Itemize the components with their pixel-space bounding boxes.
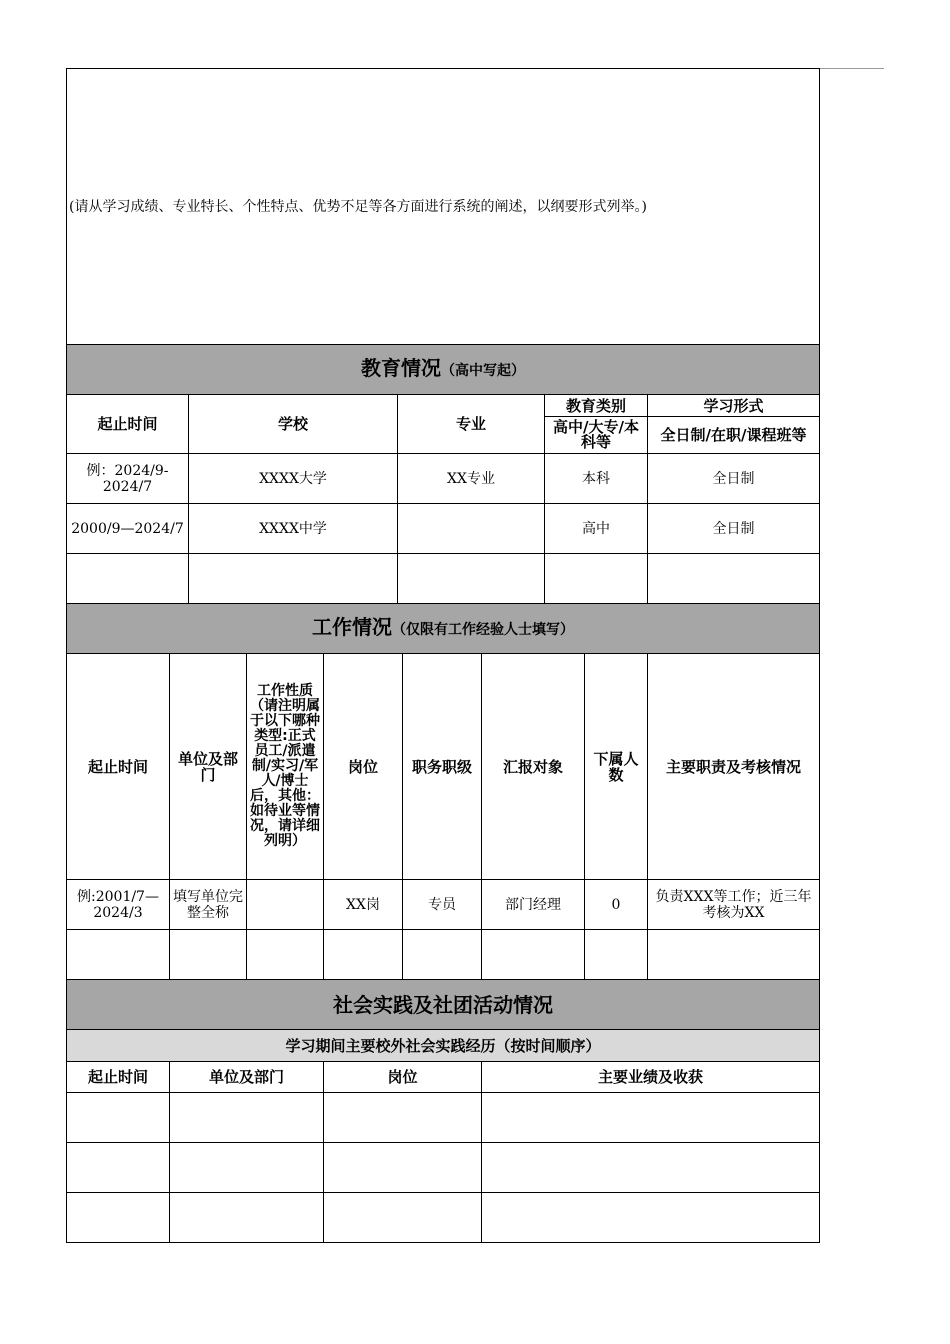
social-table	[66, 1061, 820, 1243]
social-header-unit: 单位及部门	[170, 1062, 324, 1093]
work-cell-duties[interactable]	[648, 930, 820, 980]
table-row	[67, 554, 820, 604]
social-cell-position[interactable]	[324, 1093, 482, 1143]
work-cell-duties[interactable]: 负责XXX等工作；近三年考核为XX	[648, 880, 820, 930]
work-header-report-to: 汇报对象	[482, 654, 585, 880]
table-row	[67, 1143, 820, 1193]
work-cell-unit[interactable]: 填写单位完整全称	[170, 880, 247, 930]
edu-cell-period[interactable]: 2000/9—2024/7	[67, 504, 189, 554]
edu-header-type-sub: 高中/大专/本科等	[545, 417, 648, 454]
social-header-achievements: 主要业绩及收获	[482, 1062, 820, 1093]
edu-header-mode-sub: 全日制/在职/课程班等	[648, 417, 820, 454]
social-cell-period[interactable]	[67, 1193, 170, 1243]
social-cell-period[interactable]	[67, 1143, 170, 1193]
edu-cell-mode[interactable]: 全日制	[648, 454, 820, 504]
form-table	[66, 68, 820, 395]
work-cell-grade[interactable]: 专员	[403, 880, 482, 930]
work-cell-position[interactable]	[324, 930, 403, 980]
edu-cell-period[interactable]	[67, 554, 189, 604]
work-header-position: 岗位	[324, 654, 403, 880]
work-cell-subordinates[interactable]	[585, 930, 648, 980]
work-note: （仅限有工作经验人士填写）	[392, 622, 574, 638]
education-section-title	[67, 345, 820, 395]
edu-cell-period[interactable]: 例：2024/9-2024/7	[67, 454, 189, 504]
edu-header-major: 专业	[398, 395, 545, 454]
work-cell-period[interactable]: 例:2001/7—2024/3	[67, 880, 170, 930]
social-cell-achievements[interactable]	[482, 1143, 820, 1193]
edu-header-period: 起止时间	[67, 395, 189, 454]
work-header-period: 起止时间	[67, 654, 170, 880]
edu-cell-type[interactable]: 高中	[545, 504, 648, 554]
edu-cell-major[interactable]	[398, 504, 545, 554]
work-table	[66, 653, 820, 1062]
work-cell-nature[interactable]	[247, 880, 324, 930]
work-header-nature: 工作性质（请注明属于以下哪种类型:正式员工/派遣制/实习/军人/博士后，其他：如待业等情况，请详细列明）	[247, 654, 324, 880]
edu-cell-type[interactable]: 本科	[545, 454, 648, 504]
edu-header-mode: 学习形式	[648, 395, 820, 417]
edu-cell-mode[interactable]: 全日制	[648, 504, 820, 554]
work-section-title	[67, 604, 820, 654]
edu-cell-major[interactable]: XX专业	[398, 454, 545, 504]
table-row	[67, 1093, 820, 1143]
table-row	[67, 454, 820, 504]
education-note: （高中写起）	[441, 363, 526, 379]
self-assessment-cell[interactable]: (请从学习成绩、专业特长、个性特点、优势不足等各方面进行系统的阐述，以纲要形式列举。)	[67, 69, 820, 345]
table-row	[67, 504, 820, 554]
edu-cell-school[interactable]: XXXX中学	[189, 504, 398, 554]
work-header-unit: 单位及部门	[170, 654, 247, 880]
edu-cell-mode[interactable]	[648, 554, 820, 604]
work-cell-unit[interactable]	[170, 930, 247, 980]
work-header-grade: 职务职级	[403, 654, 482, 880]
edu-cell-type[interactable]	[545, 554, 648, 604]
application-form	[66, 68, 819, 1243]
table-row	[67, 1193, 820, 1243]
work-cell-report-to[interactable]: 部门经理	[482, 880, 585, 930]
work-cell-grade[interactable]	[403, 930, 482, 980]
social-cell-achievements[interactable]	[482, 1193, 820, 1243]
work-title: 工作情况	[312, 615, 392, 639]
sheet-edge-line	[819, 68, 884, 69]
work-cell-report-to[interactable]	[482, 930, 585, 980]
education-title: 教育情况	[361, 356, 442, 380]
edu-cell-major[interactable]	[398, 554, 545, 604]
social-cell-period[interactable]	[67, 1093, 170, 1143]
social-cell-achievements[interactable]	[482, 1093, 820, 1143]
table-row	[67, 880, 820, 930]
edu-header-type: 教育类别	[545, 395, 648, 417]
social-cell-unit[interactable]	[170, 1193, 324, 1243]
edu-cell-school[interactable]	[189, 554, 398, 604]
social-header-period: 起止时间	[67, 1062, 170, 1093]
social-cell-unit[interactable]	[170, 1143, 324, 1193]
education-table	[66, 394, 820, 654]
work-header-duties: 主要职责及考核情况	[648, 654, 820, 880]
work-cell-position[interactable]: XX岗	[324, 880, 403, 930]
social-cell-position[interactable]	[324, 1143, 482, 1193]
work-cell-nature[interactable]	[247, 930, 324, 980]
social-header-position: 岗位	[324, 1062, 482, 1093]
social-subsection-title: 学习期间主要校外社会实践经历（按时间顺序）	[67, 1030, 820, 1062]
social-cell-position[interactable]	[324, 1193, 482, 1243]
work-header-subordinates: 下属人数	[585, 654, 648, 880]
edu-header-school: 学校	[189, 395, 398, 454]
table-row	[67, 930, 820, 980]
edu-cell-school[interactable]: XXXX大学	[189, 454, 398, 504]
work-cell-period[interactable]	[67, 930, 170, 980]
work-cell-subordinates[interactable]: 0	[585, 880, 648, 930]
social-section-title: 社会实践及社团活动情况	[67, 980, 820, 1030]
social-cell-unit[interactable]	[170, 1093, 324, 1143]
